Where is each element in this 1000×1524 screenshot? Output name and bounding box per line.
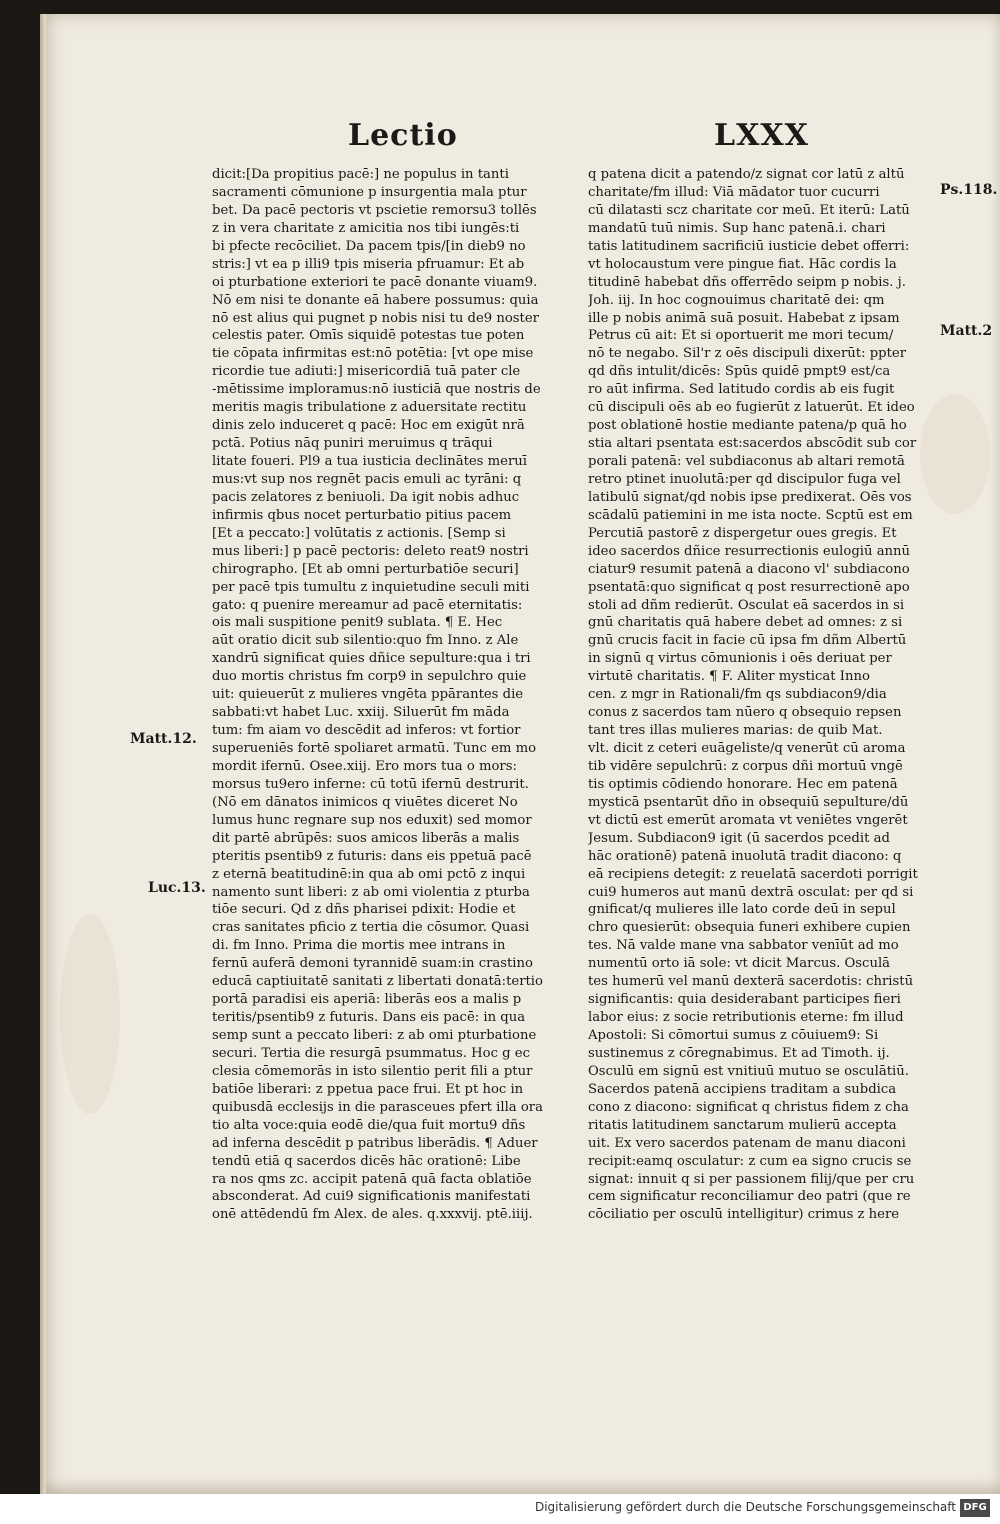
text-line: clesia cōmemorās in isto silentio perit fili a ptur bbox=[212, 1063, 533, 1079]
text-line: cen. z mgr in Rationali/fm qs subdiacon9/dia bbox=[588, 687, 887, 703]
text-line: lumus hunc regnare sup nos eduxit) sed momor bbox=[212, 812, 532, 828]
text-line: chro quesierūt: obsequia funeri exhibere cupien bbox=[588, 920, 911, 936]
marginal-note-ps: Ps.118. bbox=[940, 182, 998, 198]
text-line: tis optimis cōdiendo honorare. Hec em patenā bbox=[588, 776, 898, 792]
text-line: pacis zelatores z beniuoli. Da igit nobis adhuc bbox=[212, 489, 520, 505]
text-line: tendū etiā q sacerdos dicēs hāc orationē: Libe bbox=[212, 1153, 521, 1169]
text-line: (Nō em dānatos inimicos q viuētes diceret No bbox=[212, 794, 518, 810]
text-line: Petrus cū ait: Et si oportuerit me mori tecum/ bbox=[588, 328, 894, 344]
text-line: stia altari psentata est:sacerdos abscōdit sub cor bbox=[588, 436, 917, 452]
text-line: gnū charitatis quā habere debet ad omnes: z si bbox=[588, 615, 903, 631]
text-line: di. fm Inno. Prima die mortis mee intrans in bbox=[212, 938, 506, 954]
text-line: Osculū em signū est vnitiuū mutuo se osculātiū. bbox=[588, 1063, 909, 1079]
text-line: vt dictū est emerūt aromata vt veniētes vngerēt bbox=[588, 812, 908, 828]
text-line: porali patenā: vel subdiaconus ab altari remotā bbox=[588, 454, 905, 469]
text-line: titudinē habebat dñs offerrēdo seipm p nobis. j. bbox=[588, 274, 906, 290]
text-line: tes humerū vel manū dexterā sacerdotis: christū bbox=[588, 974, 914, 990]
text-line: litate foueri. Pl9 a tua iusticia declinātes meruī bbox=[212, 454, 527, 469]
text-line: in signū q virtus cōmunionis i oēs deriuat per bbox=[588, 651, 892, 667]
right-text-column bbox=[588, 166, 938, 1224]
text-line: gnū crucis facit in facie cū ipsa fm dñm Albertū bbox=[588, 633, 907, 649]
text-line: scādalū patiemini in me ista nocte. Scptū est em bbox=[588, 507, 913, 523]
text-line: eā recipiens detegit: z reuelatā sacerdoti porrigit bbox=[588, 866, 918, 882]
text-line: tib vidēre sepulchrū: z corpus dñi mortuū vngē bbox=[588, 758, 903, 774]
footer-credit: Digitalisierung gefördert durch die Deutsche Forschungsgemeinschaft bbox=[534, 1500, 956, 1514]
text-line: post oblationē hostie mediante patena/p quā ho bbox=[588, 418, 907, 434]
text-line: superueniēs fortē spoliaret armatū. Tunc em mo bbox=[212, 741, 537, 756]
text-line: tes. Nā valde mane vna sabbator venīūt ad mo bbox=[588, 938, 899, 954]
text-line: gato: q puenire mereamur ad pacē eternitatis: bbox=[212, 597, 523, 613]
text-line: cui9 humeros aut manū dextrā osculat: per qd si bbox=[588, 884, 914, 900]
text-line: onē attēdendū fm Alex. de ales. q.xxxvij. ptē.iiij. bbox=[212, 1207, 533, 1223]
text-line: fernū auferā demoni tyrannidē suam:in crastino bbox=[212, 956, 533, 972]
text-line: cōciliatio per osculū intelligitur) crimus z here bbox=[588, 1207, 900, 1223]
running-title-right: LXXX bbox=[714, 118, 809, 153]
text-line: stris:] vt ea p illi9 tpis miseria pfruamur: Et ab bbox=[212, 256, 525, 272]
text-line: xandrū significat quies dñice sepulture:qua i tri bbox=[212, 651, 531, 667]
text-line: gnificat/q mulieres ille lato corde deū in sepul bbox=[588, 902, 896, 918]
text-line: Sacerdos patenā accipiens traditam a subdica bbox=[588, 1081, 897, 1097]
text-line: sabbati:vt habet Luc. xxiij. Siluerūt fm māda bbox=[212, 705, 510, 721]
text-line: ille p nobis animā suā posuit. Habebat z ipsam bbox=[588, 310, 900, 326]
text-line: tatis latitudinem sacrificiū iusticie debet offerri: bbox=[588, 238, 910, 254]
text-line: Nō em nisi te donante eā habere possumus: quia bbox=[212, 292, 539, 308]
text-line: meritis magis tribulatione z aduersitate rectitu bbox=[212, 400, 527, 416]
text-line: securi. Tertia die resurgā psummatus. Hoc g ec bbox=[212, 1045, 530, 1061]
running-title-left: Lectio bbox=[348, 118, 458, 153]
text-line: uit. Ex vero sacerdos patenam de manu diaconi bbox=[588, 1135, 906, 1151]
text-line: Joh. iij. In hoc cognouimus charitatē dei: qm bbox=[588, 292, 885, 308]
text-line: per pacē tpis tumultu z inquietudine seculi miti bbox=[212, 579, 530, 595]
text-line: sacramenti cōmunione p insurgentia mala ptur bbox=[212, 184, 527, 200]
text-line: dinis zelo induceret q pacē: Hoc em exigūt nrā bbox=[212, 418, 525, 434]
text-line: mysticā psentarūt dño in obsequiū sepulture/dū bbox=[588, 794, 909, 810]
text-line: aūt oratio dicit sub silentio:quo fm Inno. z Ale bbox=[212, 633, 519, 649]
text-line: recipit:eamq osculatur: z cum ea signo crucis se bbox=[588, 1153, 912, 1169]
text-line: [Et a peccato:] volūtatis z actionis. [Semp si bbox=[212, 525, 506, 541]
marginal-note-matt-right: Matt.2 bbox=[940, 323, 993, 339]
text-line: absconderat. Ad cui9 significationis manifestati bbox=[212, 1189, 531, 1205]
text-line: conus z sacerdos tam nūero q obsequio repsen bbox=[588, 705, 902, 721]
text-line: retro ptinet inuolutā:per qd discipulor fuga vel bbox=[588, 471, 901, 487]
text-line: bet. Da pacē pectoris vt pscietie remorsu3 tollēs bbox=[212, 202, 537, 218]
text-line: dit partē abrūpēs: suos amicos liberās a malis bbox=[212, 830, 520, 846]
text-line: ro aūt infirma. Sed latitudo cordis ab eis fugit bbox=[588, 382, 895, 398]
text-line: cem significatur reconciliamur deo patri (que re bbox=[588, 1189, 911, 1205]
text-line: Apostoli: Si cōmortui sumus z cōuiuem9: Si bbox=[588, 1028, 879, 1043]
text-line: morsus tu9ero inferne: cū totū ifernū destrurit. bbox=[212, 776, 529, 792]
text-line: chirographo. [Et ab omni perturbatiōe securi] bbox=[212, 561, 519, 577]
text-line: Percutiā pastorē z dispergetur oues gregis. Et bbox=[588, 525, 897, 541]
text-line: nō te negabo. Sil'r z oēs discipuli dixerūt: ppter bbox=[588, 346, 907, 362]
text-line: latibulū signat/qd nobis ipse predixerat. Oēs vos bbox=[588, 489, 912, 505]
text-line: mordit ifernū. Osee.xiij. Ero mors tua o mors: bbox=[212, 758, 517, 774]
text-line: tant tres illas mulieres marias: de quib Mat. bbox=[588, 723, 883, 739]
text-line: ois mali suspitione penit9 sublata. ¶ E. Hec bbox=[212, 615, 503, 631]
text-line: ad inferna descēdit p patribus liberādis. ¶ Aduer bbox=[212, 1135, 538, 1151]
text-line: z eternā beatitudinē:in qua ab omi pctō z inqui bbox=[212, 866, 526, 882]
text-line: vlt. dicit z ceteri euāgeliste/q venerūt cū aroma bbox=[588, 741, 906, 756]
page-gutter-edge bbox=[40, 14, 46, 1494]
text-line: oi pturbatione exteriori te pacē donante viuam9. bbox=[212, 274, 538, 290]
text-line: mus:vt sup nos regnēt pacis emuli ac tyrāni: q bbox=[212, 471, 522, 487]
paper-stain bbox=[60, 914, 120, 1114]
text-line: uit: quieuerūt z mulieres vngēta ppārantes die bbox=[212, 687, 524, 703]
text-line: tiōe securi. Qd z dñs pharisei pdixit: Hodie et bbox=[212, 902, 516, 918]
text-line: infirmis qbus nocet perturbatio pitius pacem bbox=[212, 507, 512, 523]
text-line: bi pfecte recōciliet. Da pacem tpis/[in dieb9 no bbox=[212, 238, 526, 254]
text-line: significantis: quia desiderabant participes fieri bbox=[588, 992, 901, 1008]
text-line: mandatū tuū nimis. Sup hanc patenā.i. chari bbox=[588, 220, 886, 236]
marginal-note-luc: Luc.13. bbox=[148, 880, 206, 896]
text-line: ricordie tue adiuti:] misericordiā tuā pater cle bbox=[212, 364, 521, 380]
text-line: nō est alius qui pugnet p nobis nisi tu de9 noster bbox=[212, 310, 539, 326]
text-line: z in vera charitate z amicitia nos tibi iungēs:ti bbox=[212, 220, 520, 236]
text-line: -mētissime imploramus:nō iusticiā que nostris de bbox=[212, 382, 541, 398]
text-line: virtutē charitatis. ¶ F. Aliter mysticat Inno bbox=[588, 669, 870, 685]
text-line: sustinemus z cōregnabimus. Et ad Timoth. ij. bbox=[588, 1045, 890, 1061]
text-line: labor eius: z socie retributionis eterne: fm illud bbox=[588, 1010, 904, 1026]
text-line: psentatā:quo significat q post resurrectionē apo bbox=[588, 579, 910, 595]
text-line: q patena dicit a patendo/z signat cor latū z altū bbox=[588, 167, 905, 182]
dfg-logo: DFG bbox=[960, 1499, 990, 1517]
text-line: cono z diacono: significat q christus fidem z cha bbox=[588, 1099, 909, 1115]
text-line: dicit:[Da propitius pacē:] ne populus in tanti bbox=[212, 167, 509, 182]
text-line: ra nos qms zc. accipit patenā quā facta oblatiōe bbox=[212, 1171, 532, 1187]
text-line: celestis pater. Omīs siquidē potestas tue poten bbox=[212, 328, 525, 344]
text-line: signat: innuit q si per passionem filij/que per cru bbox=[588, 1171, 915, 1187]
text-line: pctā. Potius nāq puniri meruimus q trāqui bbox=[212, 436, 493, 452]
text-line: batiōe liberari: z ppetua pace frui. Et pt hoc in bbox=[212, 1081, 524, 1097]
text-line: teritis/psentib9 z futuris. Dans eis pacē: in qua bbox=[212, 1010, 526, 1026]
text-line: ideo sacerdos dñice resurrectionis eulogiū annū bbox=[588, 543, 911, 559]
text-line: tum: fm aiam vo descēdit ad inferos: vt fortior bbox=[212, 723, 521, 739]
text-line: semp sunt a peccato liberi: z ab omi pturbatione bbox=[212, 1028, 537, 1043]
text-line: quibusdā ecclesijs in die parasceues pfert illa ora bbox=[212, 1099, 543, 1115]
text-line: duo mortis christus fm corp9 in sepulchro quie bbox=[212, 669, 527, 685]
text-line: tie cōpata infirmitas est:nō potētia: [vt ope mise bbox=[212, 346, 534, 362]
text-line: pteritis psentib9 z futuris: dans eis ppetuā pacē bbox=[212, 848, 532, 864]
text-line: cū dilatasti scz charitate cor meū. Et iterū: Latū bbox=[588, 202, 910, 218]
text-line: charitate/fm illud: Viā mādator tuor cucurri bbox=[588, 184, 880, 200]
footer-bar bbox=[0, 1494, 1000, 1524]
text-line: portā paradisi eis aperiā: liberās eos a malis p bbox=[212, 992, 522, 1008]
text-line: cras sanitates pficio z tertia die cōsumor. Quasi bbox=[212, 920, 530, 936]
text-line: numentū orto iā sole: vt dicit Marcus. Osculā bbox=[588, 956, 891, 972]
text-line: mus liberi:] p pacē pectoris: deleto reat9 nostri bbox=[212, 543, 529, 559]
text-line: namento sunt liberi: z ab omi violentia z pturba bbox=[212, 884, 530, 900]
text-line: stoli ad dñm redierūt. Osculat eā sacerdos in si bbox=[588, 597, 905, 613]
text-line: ciatur9 resumit patenā a diacono vl' subdiacono bbox=[588, 561, 910, 577]
text-line: hāc orationē) patenā inuolutā tradit diacono: q bbox=[588, 848, 902, 864]
text-line: ritatis latitudinem sanctarum mulierū accepta bbox=[588, 1117, 897, 1133]
text-line: educā captiuitatē sanitati z libertati donatā:tertio bbox=[212, 974, 543, 990]
text-line: vt holocaustum vere pingue fiat. Hāc cordis la bbox=[588, 256, 897, 272]
text-line: cū discipuli oēs ab eo fugierūt z latuerūt. Et ideo bbox=[588, 400, 915, 416]
text-line: tio alta voce:quia eodē die/qua fuit mortu9 dñs bbox=[212, 1117, 526, 1133]
marginal-note-matt-left: Matt.12. bbox=[130, 731, 197, 747]
text-line: Jesum. Subdiacon9 igit (ū sacerdos pcedit ad bbox=[588, 830, 890, 846]
text-line: qd dñs intulit/dicēs: Spūs quidē pmpt9 est/ca bbox=[588, 364, 891, 380]
left-text-column bbox=[212, 166, 580, 1224]
